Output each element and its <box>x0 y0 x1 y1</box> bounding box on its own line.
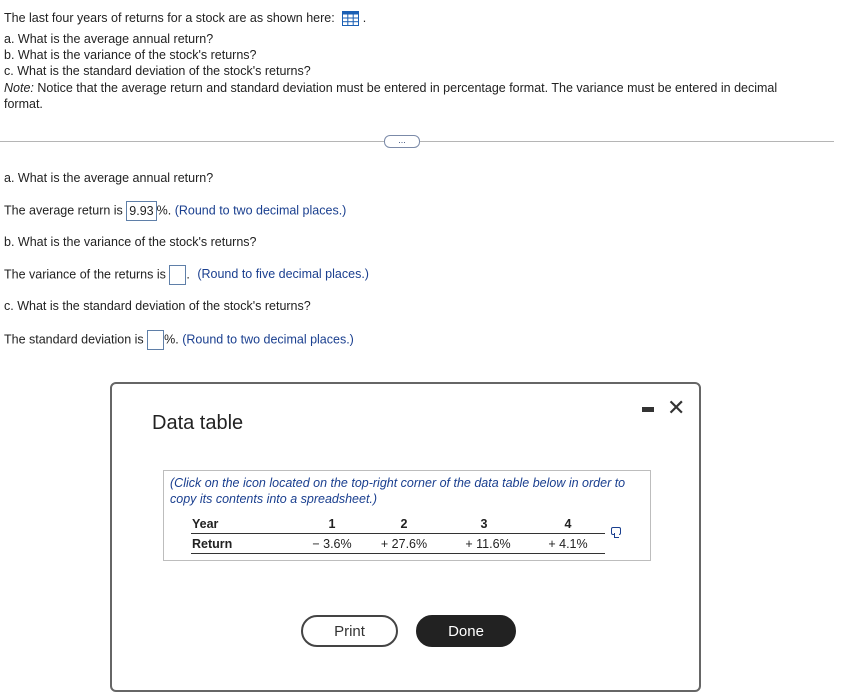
copy-icon[interactable] <box>611 527 621 535</box>
answer-a-prefix: The average return is <box>4 203 123 218</box>
done-button[interactable]: Done <box>416 615 516 647</box>
answer-b-row <box>4 265 369 285</box>
answer-c-hint: (Round to two decimal places.) <box>182 332 354 347</box>
answer-c-prefix: The standard deviation is <box>4 332 144 347</box>
variance-input[interactable] <box>169 265 186 285</box>
answer-b-prefix: The variance of the returns is <box>4 267 166 282</box>
question-note <box>4 81 777 95</box>
question-part-a: a. What is the average annual return? <box>4 32 214 46</box>
answer-c-heading: c. What is the standard deviation of the stock's returns? <box>4 299 311 313</box>
dialog-title: Data table <box>152 412 244 434</box>
return-cell: + 4.1% <box>548 537 588 551</box>
data-table-dialog <box>110 382 701 692</box>
copy-instructions: (Click on the icon located on the top-right corner of the data table below in order to copy its contents into a spreadsheet.) <box>170 476 626 506</box>
average-return-input[interactable]: 9.93 <box>126 201 156 221</box>
close-icon[interactable]: ✕ <box>667 395 686 420</box>
header-rule <box>191 533 605 534</box>
standard-deviation-input[interactable] <box>147 330 164 350</box>
return-cell: + 11.6% <box>465 537 511 551</box>
question-intro <box>4 11 366 26</box>
question-part-c: c. What is the standard deviation of the stock's returns? <box>4 64 311 78</box>
return-cell: + 27.6% <box>380 537 428 551</box>
question-part-b: b. What is the variance of the stock's returns? <box>4 48 257 62</box>
answer-a-hint: (Round to two decimal places.) <box>174 203 347 218</box>
answer-a-suffix: %. <box>156 203 172 218</box>
expand-more-button[interactable]: ... <box>384 135 420 148</box>
note-text-continued: format. <box>4 97 43 111</box>
table-grid-icon[interactable] <box>342 11 359 26</box>
year-cell: 1 <box>328 517 336 531</box>
return-cell: − 3.6% <box>312 537 352 551</box>
year-cell: 2 <box>400 517 408 531</box>
answer-c-row <box>4 330 354 350</box>
data-table-panel <box>163 470 651 561</box>
answer-b-heading: b. What is the variance of the stock's returns? <box>4 235 257 249</box>
footer-rule <box>191 553 605 554</box>
minimize-icon[interactable] <box>642 407 654 412</box>
year-cell: 3 <box>480 517 488 531</box>
question-intro-end: . <box>362 11 367 25</box>
print-button[interactable]: Print <box>301 615 398 647</box>
answer-a-heading: a. What is the average annual return? <box>4 171 214 185</box>
answer-c-suffix: %. <box>164 332 179 347</box>
question-intro-text: The last four years of returns for a stock are as shown here: <box>4 11 335 25</box>
answer-b-suffix: . <box>186 267 190 282</box>
note-text: Notice that the average return and standard deviation must be entered in percentage format. The variance must be entered in decimal <box>37 81 778 95</box>
year-row-label: Year <box>192 517 219 531</box>
answer-b-hint: (Round to five decimal places.) <box>197 267 369 282</box>
year-cell: 4 <box>564 517 572 531</box>
return-row-label: Return <box>192 537 233 551</box>
note-label: Note: <box>4 81 34 95</box>
answer-a-row <box>4 201 346 221</box>
